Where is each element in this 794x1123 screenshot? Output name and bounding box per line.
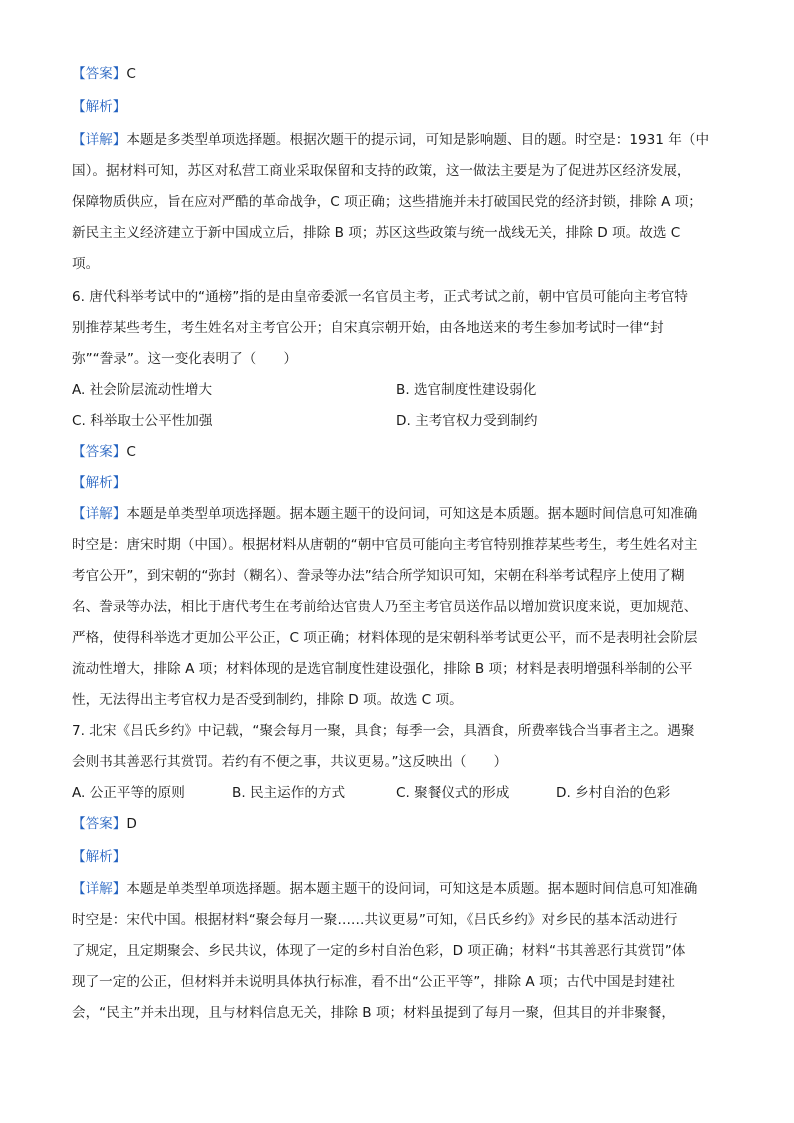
q6-option-d: D. 主考官权力受到制约 (396, 413, 538, 429)
detail-text: 本题是单类型单项选择题。据本题主题干的设问词，可知这是本质题。据本题时间信息可知准确 (126, 881, 698, 897)
detail-tag: 【详解】 (72, 132, 127, 148)
q7-option-c: C. 聚餐仪式的形成 (396, 785, 510, 801)
q6-option-a: A. 社会阶层流动性增大 (72, 382, 213, 398)
q5-detail-line-1 (72, 130, 724, 150)
detail-tag: 【详解】 (72, 506, 127, 522)
q7-detail-line-4: 现了一定的公正，但材料并未说明具体执行标准，看不出“公正平等”，排除 A 项；古代中国是封建社 (72, 974, 675, 990)
q6-answer-line (72, 442, 724, 462)
q7-detail-line-5: 会，“民主”并未出现，且与材料信息无关，排除 B 项；材料虽提到了每月一聚，但其目的并非聚餐， (72, 1005, 675, 1021)
q7-stem-line-1: 7. 北宋《吕氏乡约》中记载，“聚会每月一聚，具食；每季一会，具酒食，所费率钱合当事者主之。遇聚 (72, 723, 695, 739)
q6-stem-line-2: 别推荐某些考生，考生姓名对主考官公开；自宋真宗朝开始，由各地送来的考生参加考试时一律“封 (72, 320, 664, 336)
answer-value: C (126, 66, 136, 82)
answer-value: D (126, 816, 137, 832)
answer-tag: 【答案】 (72, 66, 127, 82)
q7-option-d: D. 乡村自治的色彩 (556, 785, 671, 801)
q5-answer-line (72, 64, 724, 84)
detail-tag: 【详解】 (72, 881, 127, 897)
q7-detail-line-2: 时空是：宋代中国。根据材料“聚会每月一聚……共议更易”可知，《吕氏乡约》对乡民的基本活动进行 (72, 912, 678, 928)
q7-detail-line-3: 了规定，且定期聚会、乡民共议，体现了一定的乡村自治色彩，D 项正确；材料“书其善恶行其赏罚”体 (72, 943, 686, 959)
q6-detail-line-5: 严格，使得科举选才更加公平公正，C 项正确；材料体现的是宋朝科举考试更公平，而不是表明社会阶层 (72, 630, 698, 646)
q6-detail-line-1 (72, 504, 724, 524)
answer-tag: 【答案】 (72, 444, 127, 460)
q6-analysis-label: 【解析】 (72, 475, 127, 491)
q6-stem-line-3: 弥”“誊录”。这一变化表明了（ ） (72, 351, 298, 367)
detail-text: 本题是单类型单项选择题。据本题主题干的设问词，可知这是本质题。据本题时间信息可知准确 (126, 506, 698, 522)
q5-detail-line-3: 保障物质供应，旨在应对严酷的革命战争，C 项正确；这些措施并未打破国民党的经济封锁，排除 A 项； (72, 194, 702, 210)
q5-detail-line-4: 新民主主义经济建立于新中国成立后，排除 B 项；苏区这些政策与统一战线无关，排除 D 项。故选 C (72, 225, 681, 241)
answer-tag: 【答案】 (72, 816, 127, 832)
q6-option-c: C. 科举取士公平性加强 (72, 413, 213, 429)
q6-option-b: B. 选官制度性建设弱化 (396, 382, 537, 398)
q6-detail-line-4: 名、誊录等办法，相比于唐代考生在考前给达官贵人乃至主考官员送作品以增加赏识度来说，更加规范、 (72, 599, 698, 615)
q6-detail-line-7: 性，无法得出主考官权力是否受到制约，排除 D 项。故选 C 项。 (72, 692, 463, 708)
detail-text: 本题是多类型单项选择题。根据次题干的提示词，可知是影响题、目的题。时空是：1931 年（中 (126, 132, 710, 148)
q5-detail-line-5: 项。 (72, 256, 100, 272)
q7-answer-line (72, 814, 724, 834)
q7-analysis-label: 【解析】 (72, 849, 127, 865)
q6-detail-line-2: 时空是：唐宋时期（中国）。根据材料从唐朝的“朝中官员可能向主考官特别推荐某些考生，考生姓名对主 (72, 537, 698, 553)
q7-option-a: A. 公正平等的原则 (72, 785, 185, 801)
q7-stem-line-2: 会则书其善恶行其赏罚。若约有不便之事，共议更易。”这反映出（ ） (72, 754, 508, 770)
q5-detail-line-2: 国）。据材料可知，苏区对私营工商业采取保留和支持的政策，这一做法主要是为了促进苏区经济发展， (72, 163, 691, 179)
q6-detail-line-3: 考官公开”，到宋朝的“弥封（糊名）、誊录等办法”结合所学知识可知，宋朝在科举考试程序上使用了糊 (72, 568, 685, 584)
q5-analysis-label: 【解析】 (72, 99, 127, 115)
q7-detail-line-1 (72, 879, 724, 899)
q6-detail-line-6: 流动性增大，排除 A 项；材料体现的是选官制度性建设强化，排除 B 项；材料是表明增强科举制的公平 (72, 661, 693, 677)
q6-stem-line-1: 6. 唐代科举考试中的“通榜”指的是由皇帝委派一名官员主考，正式考试之前，朝中官员可能向主考官特 (72, 289, 688, 305)
q7-option-b: B. 民主运作的方式 (232, 785, 346, 801)
answer-value: C (126, 444, 136, 460)
